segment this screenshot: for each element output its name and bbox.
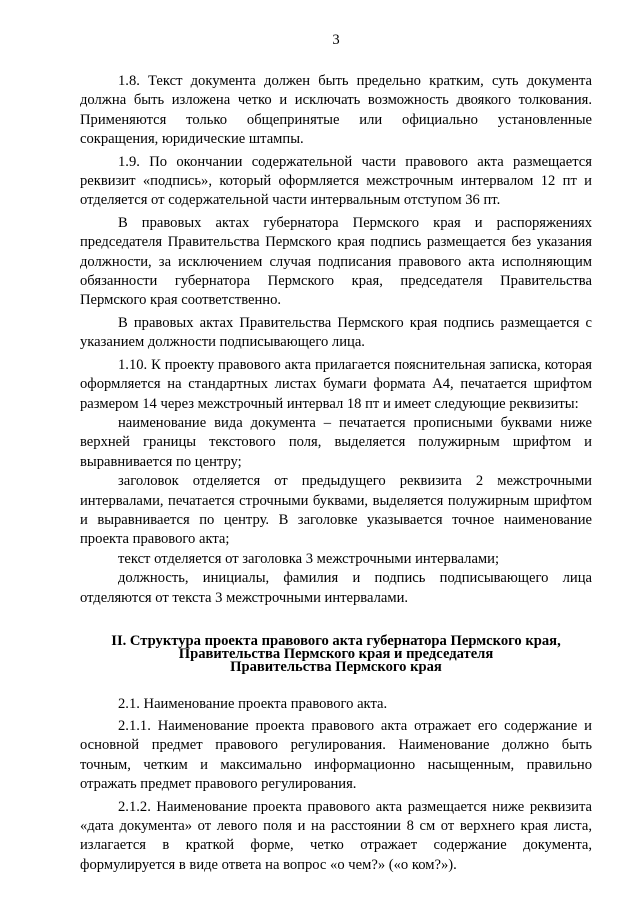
paragraph-heading-rule: заголовок отделяется от предыдущего реквизита 2 межстрочными интервалами, печатается строчными буквами, выделяется полужирным шрифтом и выравнивается по центру. В заголовке указывается точное наименование проекта правового акта;	[80, 473, 592, 548]
paragraph-governor-signature: В правовых актах губернатора Пермского края и распоряжениях председателя Правительства Пермского края подпись размещается без указания должности, за исключением случая подписания правового акта исполняющим обязанности губернатора Пермского края, председателя Правительства Пермского края соответственно.	[80, 214, 592, 309]
paragraph-1-8: 1.8. Текст документа должен быть предельно кратким, суть документа должна быть изложена четко и исключать возможность двоякого толкования. Применяются только общепринятые или официально установленные сокращения, юридические штампы.	[80, 73, 592, 148]
section-heading	[80, 632, 592, 676]
section-heading-line-3: Правительства Пермского края	[230, 659, 442, 676]
paragraph-2-1-2: 2.1.2. Наименование проекта правового акта размещается ниже реквизита «дата документа» от левого поля и на расстоянии 8 см от верхнего края листа, излагается в краткой форме, четко отражает содержание документа, формулируется в виде ответа на вопрос «о чем?» («о ком?»).	[80, 798, 592, 873]
section-heading-line-1: II. Структура проекта правового акта губернатора Пермского края,	[111, 632, 561, 649]
paragraph-signature-rule: должность, инициалы, фамилия и подпись подписывающего лица отделяются от текста 3 межстрочными интервалами.	[80, 570, 592, 606]
page-number: 3	[332, 32, 340, 48]
section-heading-line-2: Правительства Пермского края и председателя	[178, 646, 494, 663]
paragraph-1-9: 1.9. По окончании содержательной части правового акта размещается реквизит «подпись», который оформляется межстрочным интервалом 12 пт и отделяется от содержательной части интервальным отступом 36 пт.	[80, 153, 592, 209]
paragraph-government-signature: В правовых актах Правительства Пермского края подпись размещается с указанием должности подписывающего лица.	[80, 314, 592, 351]
document-body	[80, 72, 592, 875]
paragraph-2-1: 2.1. Наименование проекта правового акта.	[118, 695, 388, 712]
paragraph-2-1-1: 2.1.1. Наименование проекта правового акта отражает его содержание и основной предмет правового регулирования. Наименование должно быть точным, четким и максимально информационно насыщенным, правильно отражать предмет правового регулирования.	[80, 717, 592, 793]
paragraph-text-rule: текст отделяется от заголовка 3 межстрочными интервалами;	[118, 550, 500, 567]
paragraph-document-type: наименование вида документа – печатается прописными буквами ниже верхней границы текстового поля, выделяется полужирным шрифтом и выравнивается по центру;	[80, 414, 592, 470]
paragraph-1-10: 1.10. К проекту правового акта прилагается пояснительная записка, которая оформляется на стандартных листах бумаги формата А4, печатается шрифтом размером 14 через межстрочный интервал 18 пт и имеет следующие реквизиты:	[80, 356, 592, 412]
